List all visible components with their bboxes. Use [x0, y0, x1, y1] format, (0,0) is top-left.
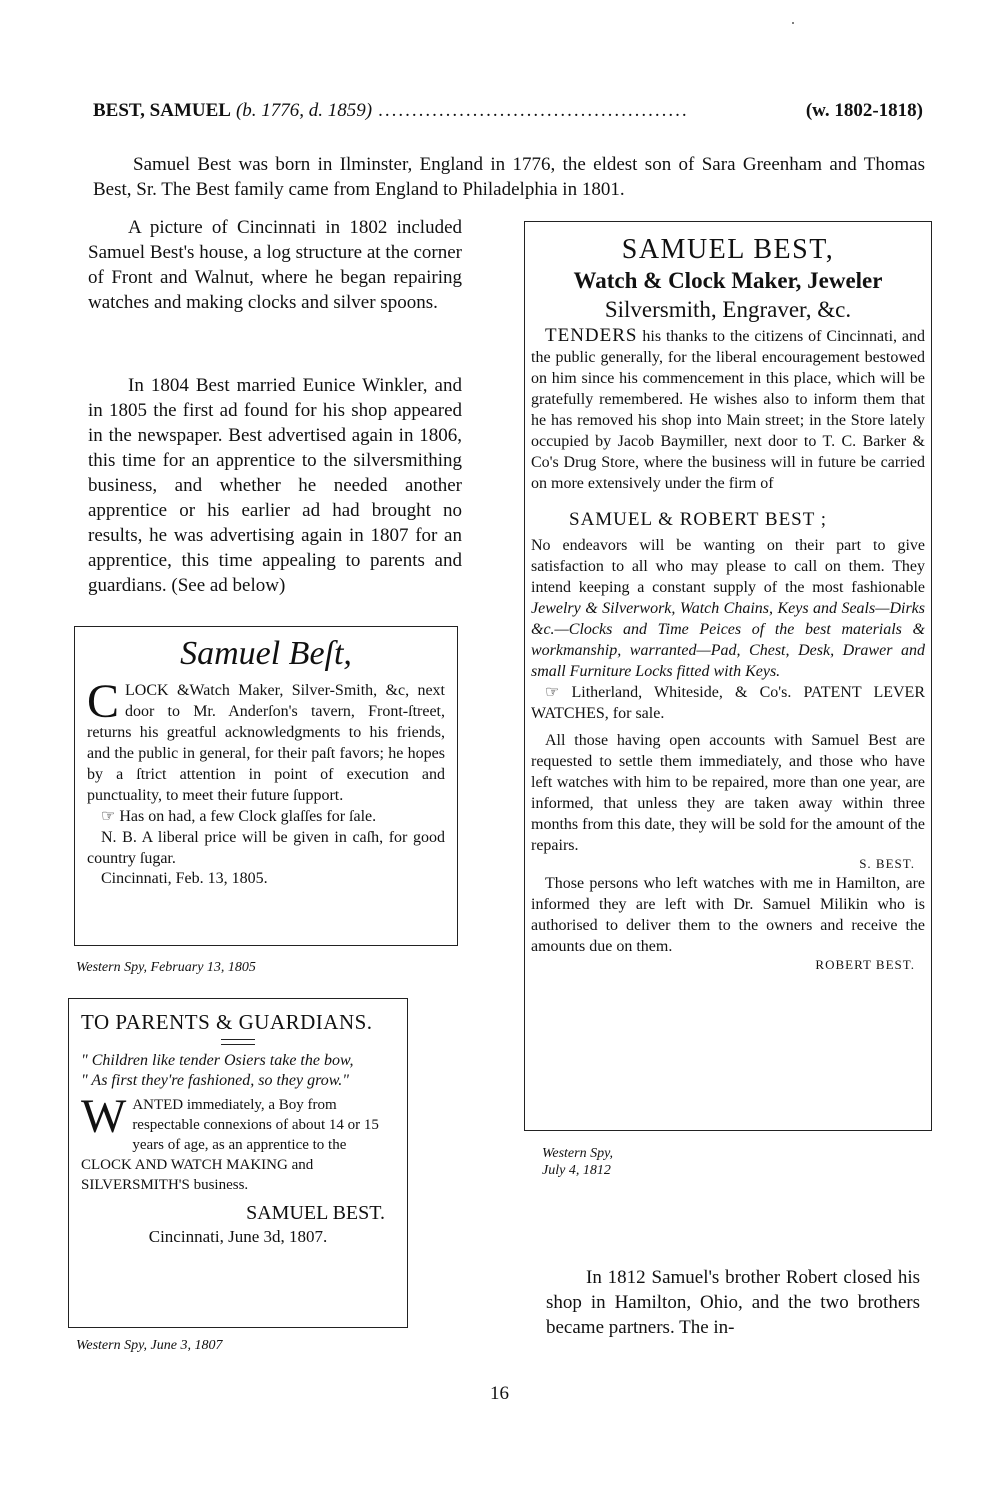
- entry-name: BEST, SAMUEL: [93, 100, 231, 121]
- ad-1805-nb: N. B. A liberal price will be given in caſh, for good country ſugar.: [87, 828, 445, 867]
- ad-1805: [74, 626, 458, 946]
- ad-1812-body-1: TENDERS his thanks to the citizens of Cincinnati, and the public generally, for the liberal encouragement bestowed on him since his commencement in this place, which will be gratefully remembered. He wishes also to inform them that he has removed his shop into Main street; in the Store lately occupied by Jacob Baymiller, next door to T. C. Barker & Co's Drug Store, where the business will in future be carried on more extensively under the firm of: [531, 324, 925, 492]
- ad-1807-dropcap: W: [81, 1090, 127, 1144]
- paragraph-cincinnati-1802: A picture of Cincinnati in 1802 included Samuel Best's house, a log structure at the corner of Front and Walnut, where he began repairing watches and making clocks and silver spoons.: [88, 217, 462, 313]
- ad-1807-poem-line-1: " Children like tender Osiers take the bow,: [81, 1052, 354, 1070]
- entry-heading: [93, 100, 923, 122]
- ad-1805-note: ☞ Has on had, a few Clock glaſſes for ſale.: [101, 807, 377, 825]
- page-number: 16: [490, 1383, 509, 1404]
- ad-1805-dropcap: C: [87, 674, 120, 728]
- ad-1807-place: Cincinnati, June 3d, 1807.: [148, 1227, 328, 1247]
- ad-1805-title: Samuel Beſt,: [180, 635, 352, 672]
- scan-speck: [792, 22, 794, 24]
- ad-1805-place: Cincinnati, Feb. 13, 1805.: [101, 869, 268, 887]
- caption-ad-1805: Western Spy, February 13, 1805: [76, 960, 256, 975]
- caption-ad-1812-date: July 4, 1812: [542, 1163, 611, 1178]
- ad-1805-body: [87, 674, 445, 806]
- ad-1812-sig-robert: ROBERT BEST.: [815, 956, 915, 972]
- ad-1812-patent-watches: ☞ Litherland, Whiteside, & Co's. PATENT LEVER WATCHES, for sale.: [531, 684, 925, 723]
- ad-1807-title: TO PARENTS & GUARDIANS.: [81, 1010, 373, 1034]
- entry-dates: (b. 1776, d. 1859): [235, 100, 373, 121]
- ad-1807-signature: SAMUEL BEST.: [246, 1202, 385, 1225]
- ad-1805-text: LOCK &Watch Maker, Silver-Smith, &c, next door to Mr. Anderſon's tavern, Front-ſtreet, returns his greatful acknowledgments to his friends, and the public in general, for their paſt favors; he hopes by a ſtrict attention in point of execution and punctuality, to meet their future ſupport.: [87, 681, 445, 804]
- ad-1812-sig-samuel: S. BEST.: [859, 856, 915, 872]
- paragraph-marriage-ads: In 1804 Best married Eunice Winkler, and in 1805 the first ad found for his shop appeared in the newspaper. Best advertised again in 1806, this time for an apprentice to the silversmithing business, and whether he needed another apprentice or his earlier ad had brought no results, he was advertising again in 1807 for an apprentice, this time appealing to parents and guardians. (See ad below): [88, 375, 462, 596]
- working-years: (w. 1802-1818): [805, 100, 923, 121]
- ad-1812-subtitle: Watch & Clock Maker, Jeweler: [573, 268, 883, 293]
- ad-1812: [524, 221, 932, 1131]
- ad-1812-title: SAMUEL BEST,: [621, 234, 835, 265]
- ad-1812-accounts: All those having open accounts with Samuel Best are requested to settle them immediately, and those who have left watches with him to be repaired, more than one year, are informed, that unless they are taken away within three months from this date, they will be sold for the amount of the repairs.: [531, 732, 925, 855]
- ad-1807-poem-line-2: " As first they're fashioned, so they grow.": [81, 1072, 349, 1090]
- intro-paragraph: Samuel Best was born in Ilminster, England in 1776, the eldest son of Sara Greenham and Thomas Best, Sr. The Best family came from England to Philadelphia in 1801.: [93, 154, 925, 200]
- ad-1812-trades: Silversmith, Engraver, &c.: [604, 296, 852, 322]
- caption-ad-1807: Western Spy, June 3, 1807: [76, 1338, 223, 1353]
- ad-1812-body-2: No endeavors will be wanting on their part to give satisfaction to all who may please to call on them. They intend keeping a constant supply of the most fashionable Jewelry & Silverwork, Watch Chains, Keys and Seals—Dirks &c.—Clocks and Time Peices of the best materials & workmanship, warranted—Pad, Chest, Desk, Drawer and small Furniture Locks fitted with Keys.: [531, 537, 925, 681]
- ad-1807-rule: [221, 1039, 255, 1045]
- ad-1812-firm: SAMUEL & ROBERT BEST ;: [569, 508, 828, 530]
- ad-1807: [68, 998, 408, 1328]
- paragraph-brothers-partners: In 1812 Samuel's brother Robert closed his shop in Hamilton, Ohio, and the two brothers became partners. The in-: [546, 1267, 920, 1338]
- leader-dots: ..............................................: [378, 100, 689, 121]
- caption-ad-1812-paper: Western Spy,: [542, 1146, 614, 1161]
- ad-1807-body: WANTED immediately, a Boy from respectable connexions of about 14 or 15 years of age, as an apprentice to the CLOCK AND WATCH MAKING and SILVERSMITH'S business.: [81, 1090, 379, 1194]
- ad-1812-hamilton: Those persons who left watches with me in Hamilton, are informed they are left with Dr. Samuel Milikin who is authorised to deliver them to the owners and receive the amounts due on them.: [531, 874, 925, 955]
